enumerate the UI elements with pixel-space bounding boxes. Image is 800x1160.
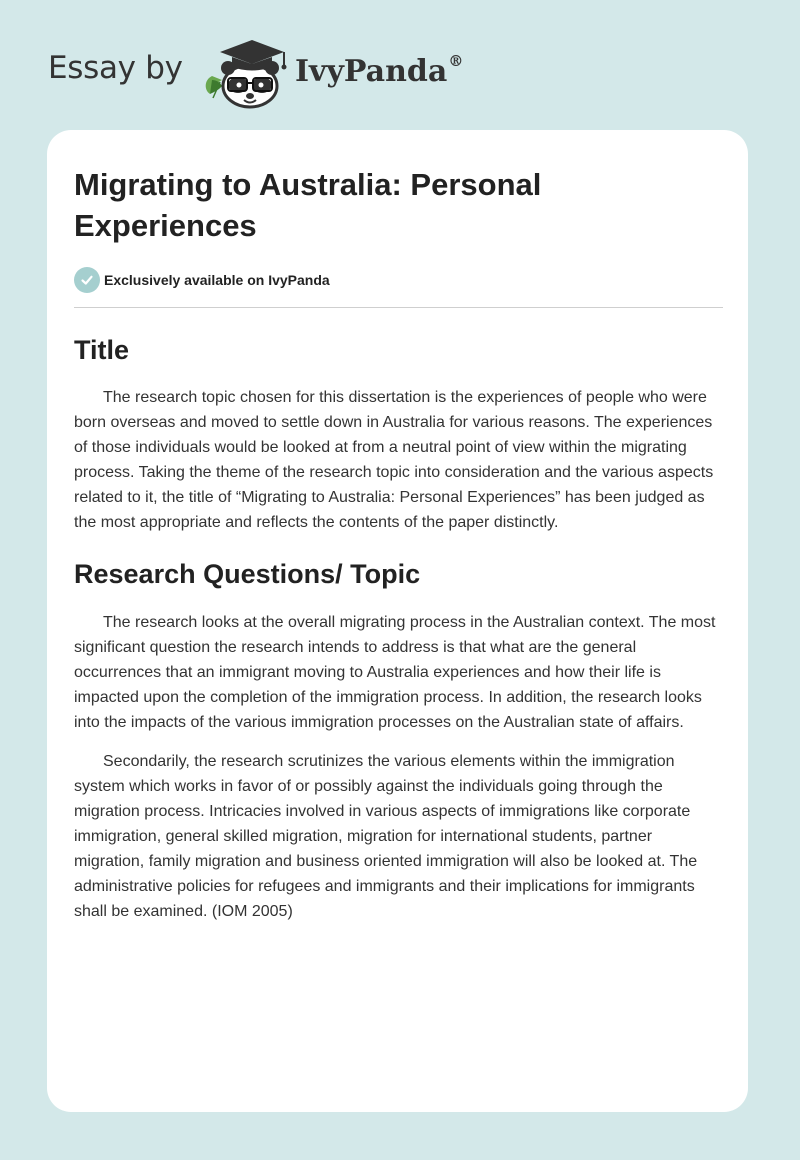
section-heading-title: Title — [74, 335, 130, 365]
essay-card — [47, 130, 748, 1112]
paragraph: The research looks at the overall migrating process in the Australian context. The most significant question the research intends to address is that what are the general occurrences that an immigrant moving to Australia experiences and how their life is impacted upon the completion of the immigration process. In addition, the research looks into the impacts of the various immigration processes on the Australian state of affairs. — [74, 614, 716, 731]
site-header — [48, 36, 468, 110]
brand-text: IvyPanda — [295, 54, 448, 89]
panda-graduate-icon[interactable] — [200, 36, 292, 110]
exclusive-badge — [74, 267, 722, 293]
brand-name[interactable] — [295, 54, 463, 89]
essay-by-label: Essay by — [48, 50, 183, 86]
paragraph: The research topic chosen for this dissertation is the experiences of people who were born overseas and moved to settle down in Australia for various reasons. The experiences of those individuals would be looked at from a neutral point of view within the migrating process. Taking the theme of the research topic into consideration and the various aspects related to it, the title of “Migrating to Australia: Personal Experiences” has been judged as the most appropriate and reflects the contents of the paper distinctly. — [74, 389, 714, 531]
check-icon — [74, 267, 100, 293]
section-heading-research-questions: Research Questions/ Topic — [74, 559, 421, 589]
essay-title: Migrating to Australia: Personal Experiences — [74, 167, 542, 243]
exclusive-badge-label: Exclusively available on IvyPanda — [104, 272, 330, 288]
divider — [74, 307, 723, 308]
registered-mark: ® — [448, 52, 464, 70]
paragraph: Secondarily, the research scrutinizes the various elements within the immigration system which works in favor of or possibly against the individuals going through the migration process. Intricacies involved in various aspects of immigrations like corporate immigration, general skilled migration, migration for international students, partner migration, family migration and business oriented immigration will also be looked at. The administrative policies for refugees and immigrants and their implications for immigrants shall be examined. (IOM 2005) — [74, 753, 698, 920]
